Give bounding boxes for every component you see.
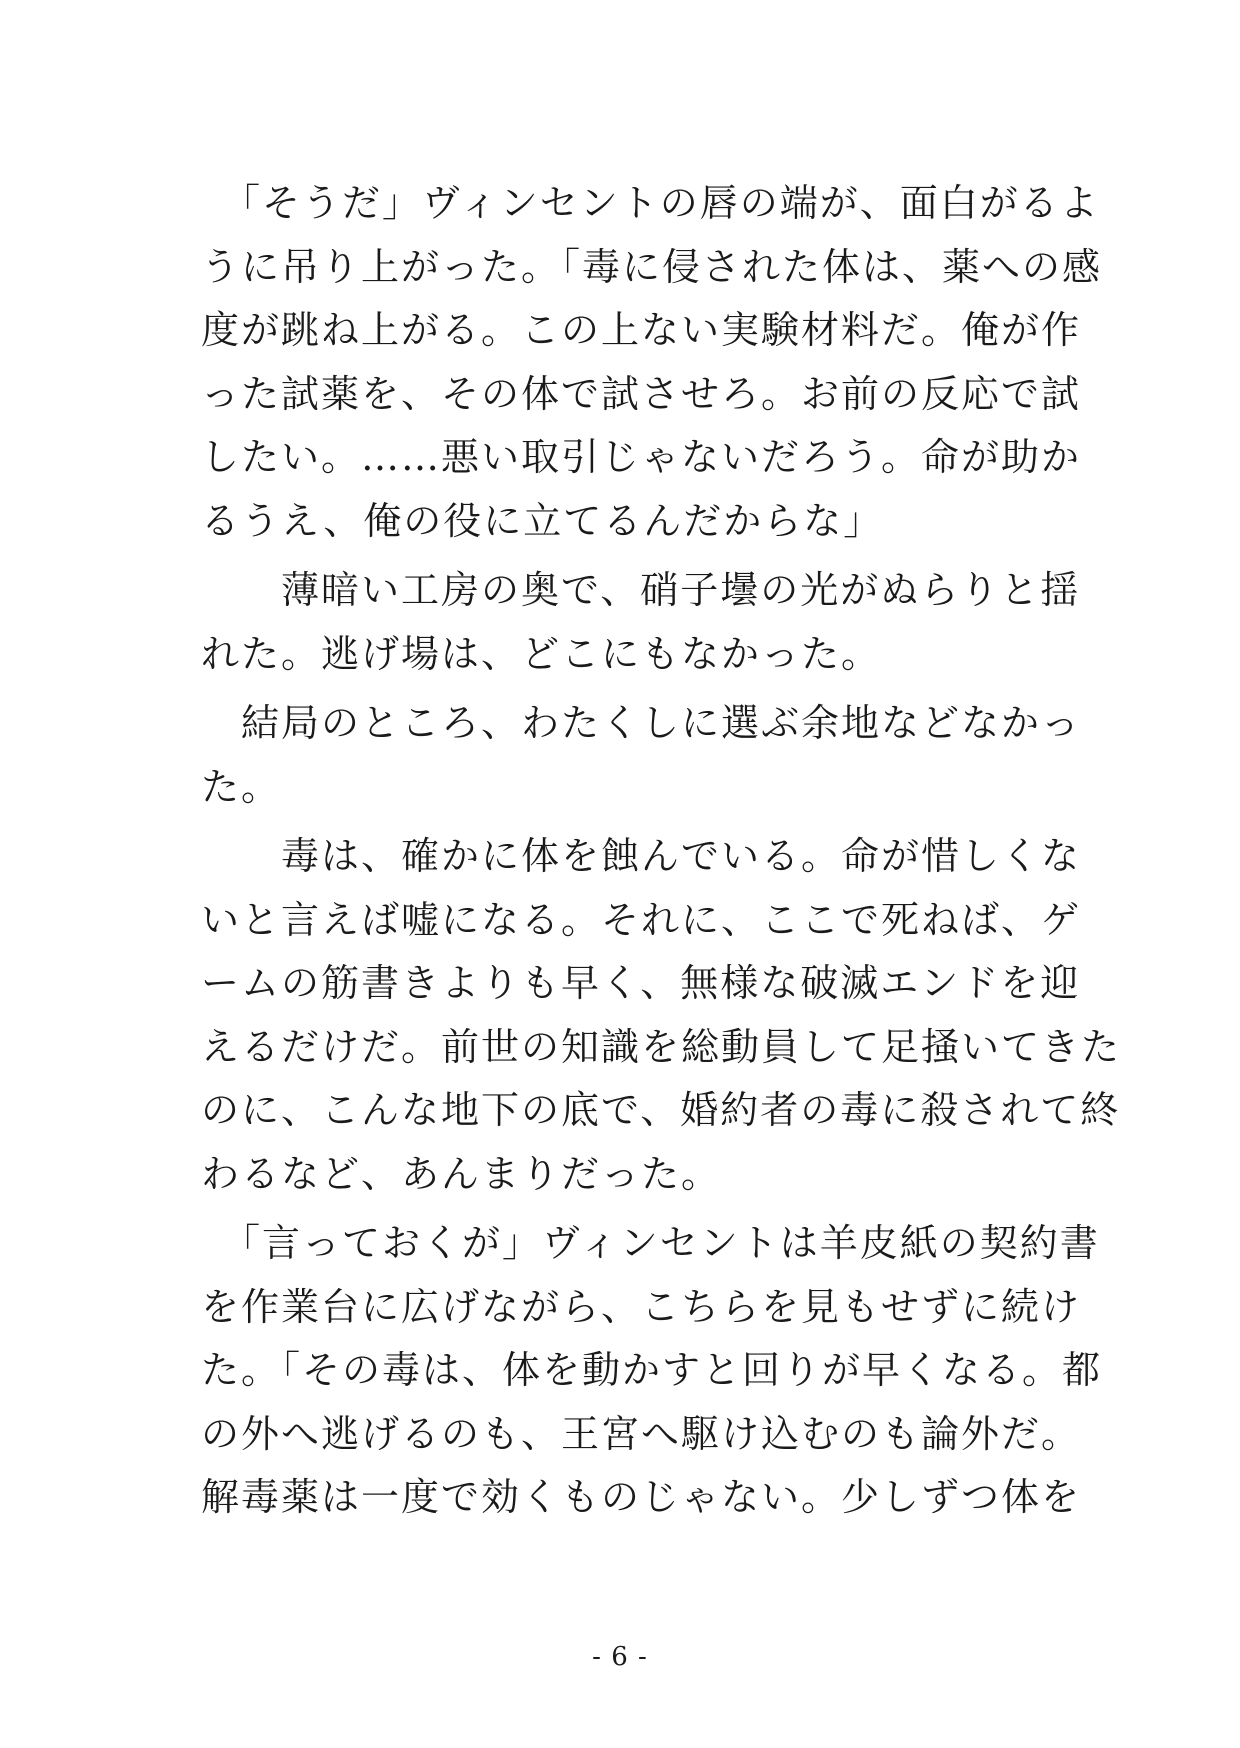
paragraph-4 bbox=[201, 825, 1122, 1206]
text-line: 「そうだ」ヴィンセントの唇の端が、面白がるよ bbox=[201, 181, 1100, 225]
text-line: 度が跳ね上がる。この上ない実験材料だ。俺が作 bbox=[201, 308, 1082, 352]
text-line: のに、こんな地下の底で、婚約者の毒に殺されて終 bbox=[201, 1088, 1121, 1132]
paragraph-2 bbox=[201, 559, 1081, 686]
text-line: したい。……悪い取引じゃないだろう。命が助か bbox=[201, 435, 1082, 479]
text-line: うに吊り上がった。「毒に侵された体は、薬への感 bbox=[201, 244, 1103, 289]
text-line: わるなど、あんまりだった。 bbox=[201, 1151, 722, 1196]
text-line: いと言えば嘘になる。それに、ここで死ねば、ゲ bbox=[201, 897, 1082, 942]
page-number: - 6 - bbox=[592, 1642, 648, 1672]
paragraph-1 bbox=[201, 172, 1103, 553]
text-line: 「言っておくが」ヴィンセントは羊皮紙の契約書 bbox=[201, 1221, 1100, 1265]
body-text bbox=[201, 172, 1122, 1530]
text-line: 毒は、確かに体を蝕んでいる。命が惜しくな bbox=[201, 834, 1082, 878]
text-line: 結局のところ、わたくしに選ぶ余地などなかっ bbox=[201, 701, 1082, 745]
text-line: ームの筋書きよりも早く、無様な破滅エンドを迎 bbox=[201, 961, 1081, 1005]
text-line: の外へ逃げるのも、王宮へ駆け込むのも論外だ。 bbox=[201, 1411, 1082, 1456]
text-line: を作業台に広げながら、こちらを見もせずに続け bbox=[201, 1284, 1082, 1329]
paragraph-5 bbox=[201, 1212, 1103, 1530]
text-line: えるだけだ。前世の知識を総動員して足掻いてきた bbox=[201, 1024, 1122, 1069]
text-line: った試薬を、その体で試させろ。お前の反応で試 bbox=[201, 371, 1082, 416]
text-line: るうえ、俺の役に立てるんだからな」 bbox=[201, 498, 884, 543]
text-line: た。 bbox=[201, 764, 282, 809]
text-line: 薄暗い工房の奥で、硝子壜の光がぬらりと揺 bbox=[201, 568, 1081, 612]
text-line: 解毒薬は一度で効くものじゃない。少しずつ体を bbox=[201, 1475, 1082, 1519]
text-line: れた。逃げ場は、どこにもなかった。 bbox=[201, 631, 882, 676]
text-line: た。「その毒は、体を動かすと回りが早くなる。都 bbox=[201, 1348, 1103, 1392]
paragraph-3 bbox=[201, 692, 1082, 819]
